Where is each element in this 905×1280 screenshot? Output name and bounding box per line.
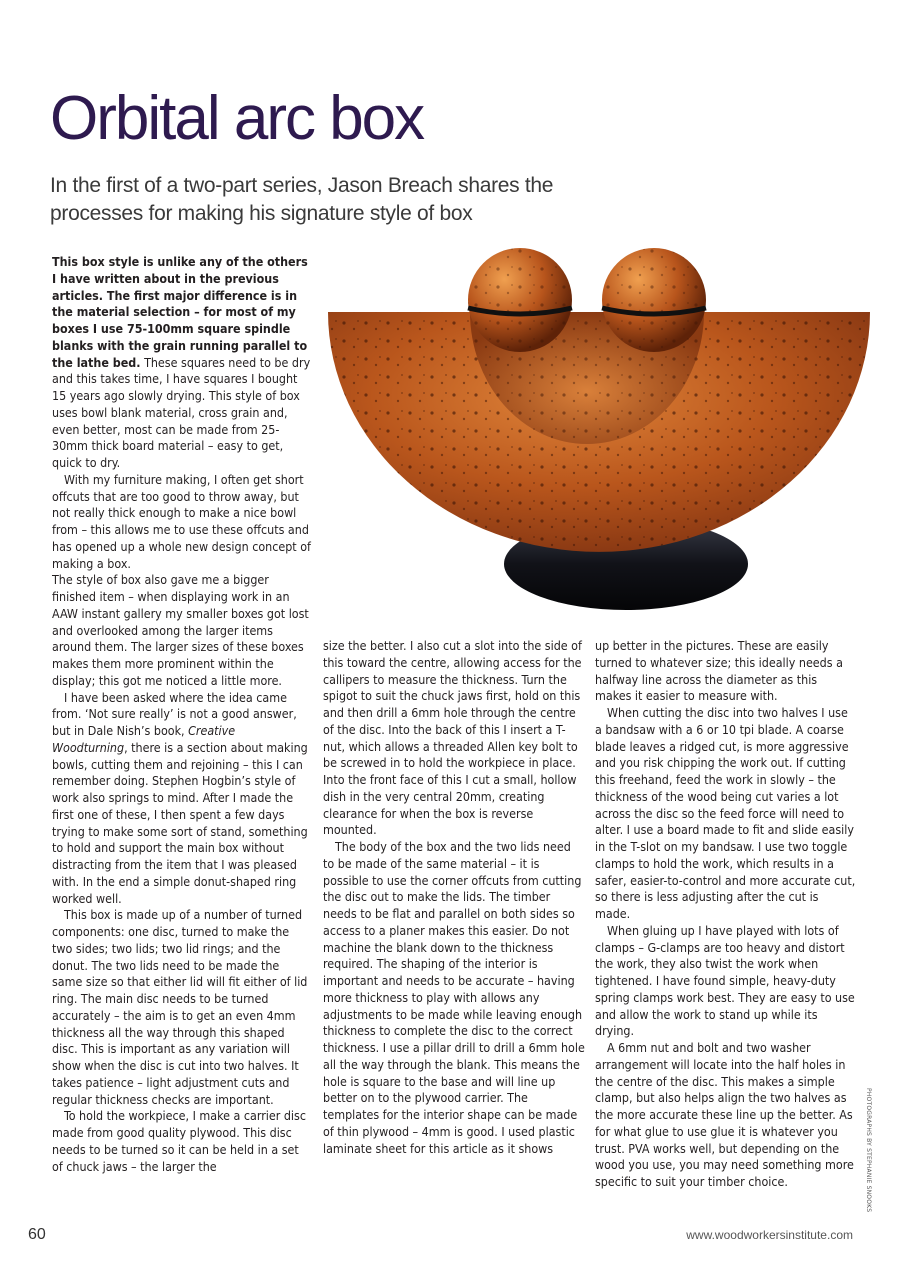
paragraph-text: I have been asked where the idea came from. ‘Not sure really’ is not a good answer, but in Dale Nish’s book, [52, 689, 297, 738]
paragraph: When cutting the disc into two halves I use a bandsaw with a 6 or 10 tpi blade. A coarse blade leaves a ridged cut, is more aggressive and you risk chipping the work out. If cutting this freehand, feed the work in slowly – the thickness of the wood being cut varies a lot across the disc so the feed force will need to alter. I use a board made to fit and slide easily in the T-slot on my bandsaw. I use two toggle clamps to hold the work, which results in a safer, easier-to-control and more accurate cut, so there is less adjusting after the cut is made. [595, 705, 856, 921]
paragraph: A 6mm nut and bolt and two washer arrangement will locate into the half holes in the centre of the disc. This makes a simple clamp, but also helps align the two halves as the more accurate these line up the better. As for what glue to use glue it is whatever you trust. PVA works well, but depending on the wood you use, you may need something more specific to suit your timber choice. [595, 1040, 854, 1189]
text-column-1 [52, 254, 312, 1175]
lead-paragraph: This box style is unlike any of the others I have written about in the previous articles. The first major difference is in the material selection – for most of my boxes I use 75-100mm square spindle blanks with the grain running parallel to the lathe bed. [52, 254, 308, 370]
page-number: 60 [28, 1226, 46, 1243]
paragraph-text: These squares need to be dry and this takes time, I have squares I bought 15 years ago slowly drying. This style of box uses bowl blank material, cross grain and, even better, most can be made from 25-30mm thick board material – easy to get, quick to dry. [52, 354, 311, 470]
paragraph: With my furniture making, I often get short offcuts that are too good to throw away, but not really thick enough to make a nice bowl from – this allows me to use these offcuts and has opened up a whole new design concept of making a box. [52, 471, 311, 571]
box-photo [318, 246, 878, 626]
paragraph [52, 690, 312, 908]
paragraph: The body of the box and the two lids need to be made of the same material – it is possible to use the corner offcuts from cutting the disc out to make the lids. The timber needs to be flat and parallel on both sides so access to a planer makes this easier. Do not machine the blank down to the thickness required. The shaping of the interior is important and needs to be accurate – having more thickness to play with allows any adjustments to be made while leaving enough thickness to complete the disc to the correct thickness. I use a pillar drill to drill a 6mm hole all the way through the blank. This means the hole is square to the base and will line up better on to the plywood carrier. The templates for the interior shape can be made of thin plywood – 4mm is good. I used plastic laminate sheet for this article as it shows [323, 839, 585, 1156]
paragraph: To hold the workpiece, I make a carrier disc made from good quality plywood. This disc needs to be turned so it can be held in a set of chuck jaws – the larger the [52, 1108, 306, 1174]
footer-url: www.woodworkersinstitute.com [686, 1228, 853, 1242]
paragraph: This box is made up of a number of turned components: one disc, turned to make the two sides; two lids; two lid rings; and the donut. The two lids need to be made the same size so that either lid will fit either of lid ring. The main disc needs to be turned accurately – the aim is to get an even 4mm thickness all the way through this shaped disc. This is important as any variation will show when the disc is cut into two halves. It takes patience – light adjustment cuts and regular thickness checks are important. [52, 907, 308, 1107]
text-column-3 [595, 638, 857, 1191]
photo-credit: PHOTOGRAPHS BY STEPHANIE SNOOKS [865, 1088, 872, 1213]
article-title: Orbital arc box [50, 84, 424, 153]
article-subtitle: In the first of a two-part series, Jason Breach shares the processes for making his signature style of box [50, 174, 554, 225]
paragraph: up better in the pictures. These are easily turned to whatever size; this ideally needs a halfway line across the diameter as this makes it easier to measure with. [595, 638, 843, 704]
paragraph: size the better. I also cut a slot into the side of this toward the centre, allowing access for the callipers to measure the thickness. Turn the spigot to suit the chuck jaws first, hold on this and then drill a 6mm hole through the centre of the disc. Into the back of this I insert a T-nut, which allows a threaded Allen key bolt to be screwed in to hold the workpiece in place. Into the front face of this I cut a small, hollow dish in the very central 20mm, creating clearance for when the box is reverse mounted. [323, 638, 582, 838]
paragraph: The style of box also gave me a bigger finished item – when displaying work in an AAW instant gallery my smaller boxes got lost and overlooked among the larger items around them. The larger sizes of these boxes makes them more prominent within the display; this got me noticed a little more. [52, 572, 309, 688]
text-column-2 [323, 638, 585, 1157]
orbital-arc-box-image [318, 246, 878, 626]
paragraph [52, 254, 312, 472]
paragraph-text: , there is a section about making bowls, cutting them and rejoining – this I can remember doing. Stephen Hogbin’s style of work also springs to mind. After I made the first one of these, I then spent a few days trying to make some sort of stand, something to hold and support the main box without distracting from the item that I was pleased with. In the end a simple donut-shaped ring worked well. [52, 739, 308, 906]
paragraph: When gluing up I have played with lots of clamps – G-clamps are too heavy and distort the work, they also twist the work when tightened. I have found simple, heavy-duty spring clamps work best. They are easy to use and allow the work to stand up while its drying. [595, 922, 855, 1039]
book-title: Creative Woodturning [52, 723, 236, 755]
